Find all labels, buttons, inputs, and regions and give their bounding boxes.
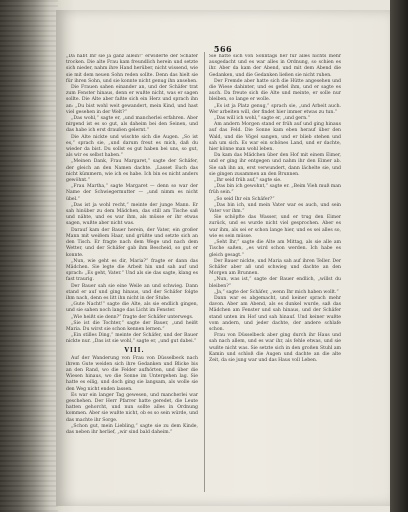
paragraph: „Ja,“ sagte der Schäfer, „wenn Ihr mich haben wollt.“ [214, 289, 339, 295]
paragraph: Die Alte nickte und wischte sich die Augen. „So ist es,“ sprach sie, „und darum freut es mich, daß du wieder da bist. Du sollst es gut haben bei uns, so gut, als wir es selbst haben.“ [66, 134, 198, 159]
paragraph: Der Bauer nickte, und Maria sah auf ihren Teller. Der Schäfer aber aß und schwieg und dachte an den Morgen am Brunnen. [209, 258, 341, 277]
paragraph: „Schon gut, mein Liebling,“ sagte sie zu dem Kinde, das neben ihr herlief, „wir sind bald daheim.“ [66, 423, 198, 435]
paragraph: „Da habt Ihr sie ja ganz allein!“ erwiderte der Schäfer trocken. Die alte Frau kam freundlich herein und setzte sich nieder, nahm ihre Hand herüber, nicht wissend, wie sie mit dem neuen Sohn reden sollte. Denn das hielt sie für ihren Sohn, und sie konnte nicht genug ihn ansehen. [66, 54, 198, 84]
paragraph: „Wie heißt sie denn?“ fragte der Schäfer unterwegs. [71, 314, 194, 320]
paragraph: „Sie ist die Tochter,“ sagte der Bauer, „und heißt Maria. Du wirst sie schon kennen lernen.“ [66, 320, 198, 332]
paragraph: Der Fremde aber hatte sich die Hütte angesehen und die Wiese dahinter, und es gefiel ihm, und er sagte es auch. Da freute sich die Alte und meinte, er solle nur bleiben, so lange er wolle. [209, 78, 341, 103]
paragraph: „Das wohl,“ sagte er, „und mancherlei erfahren. Aber nirgend ist es so gut, als daheim bei den Seinen, und das habe ich erst draußen gelernt.“ [66, 116, 198, 134]
page-number: 566 [213, 44, 233, 54]
paragraph: „Das ist ja wohl recht,“ meinte der junge Mann. Er sah hinüber zu dem Mädchen, das still am Tische saß und nähte, und es war ihm, als müsse er ihr etwas sagen, wußte aber nicht was. [66, 202, 198, 227]
paragraph: „Es ist ja Platz genug,“ sprach sie, „und Arbeit auch. Wer arbeiten will, der findet hier immer etwas zu tun.“ [209, 103, 341, 115]
paragraph: Am andern Morgen stand er früh auf und ging hinaus auf das Feld. Die Sonne kam eben herauf über den Wald, und die Vögel sangen, und er blieb stehen und sah um sich. Es war ein schönes Land, und er dachte, hier könne man wohl leben. [209, 122, 341, 153]
paragraph: Frau von Düsselbeck aber ging durch ihr Haus und sah nach allem, und es war ihr, als fehle etwas, und sie wußte nicht was. Sie setzte sich in den großen Stuhl am Kamin und schloß die Augen und dachte an die alte Zeit, da sie jung war und das Haus voll Leben. [209, 333, 341, 363]
paragraph: „Ein stilles Ding,“ meinte der Schäfer, und der Bauer nickte nur. „Das ist sie wohl,“ sagte er, „und gut dabei.“ [66, 333, 198, 345]
left-page-edge [0, 0, 58, 512]
right-page-shadow [390, 0, 408, 512]
paragraph: „Gute Nacht!“ sagte die Alte, als sie endlich gingen, und sie sahen noch lange das Licht im Fenster. [66, 302, 198, 314]
column-divider [204, 52, 205, 492]
paragraph: Auf der Wanderung von Frau von Düsselbeck nach ihrem Gute weiden sich ihre Gedanken und Blicke bis an den Rand, wo die Felder aufhörten, und über die Wiesen hinaus, wo die Sonne im Untergehen lag. Sie hatte es eilig, und doch ging sie langsam, als wolle sie den Weg nicht enden lassen. [66, 355, 198, 392]
paragraph: „Das bin ich gewohnt,“ sagte er. „Beim Vieh muß man früh sein.“ [209, 184, 341, 196]
paragraph: Die Frauen sahen einander an, und der Schäfer trat zum Fenster hinaus, denn er wußte nicht, was er sagen sollte. Die Alte aber faßte sich ein Herz und sprach ihn an: „Du bist wohl weit gewandert, mein Kind, und hast viel gesehen in der Welt?“ [66, 85, 198, 115]
paragraph: „Das will ich wohl,“ sagte er, „und gern.“ [214, 116, 310, 122]
paragraph: Dann war es abgemacht, und keiner sprach mehr davon. Aber am Abend, als es dunkel wurde, saß das Mädchen am Fenster und sah hinaus, und der Schäfer stand unten im Hof und sah hinauf. Und keiner wußte vom andern, und jeder dachte, der andere schlafe schon. [209, 295, 341, 332]
paragraph: „Seht Ihr,“ sagte die Alte am Mittag, als sie alle am Tische saßen, „es wird schon werden. Ich habe es gleich gesagt.“ [209, 240, 341, 258]
paragraph: Darauf kam der Bauer herein, der Vater, ein großer Mann mit weißem Haar, und grüßte und setzte sich an den Tisch. Er fragte nach dem Wege und nach dem Wetter, und der Schäfer gab ihm Bescheid, so gut er konnte. [66, 227, 198, 258]
paragraph: „Nun, was ist,“ sagte der Bauer endlich, „willst du bleiben?“ [209, 277, 341, 289]
paragraph: Da kam das Mädchen über den Hof mit einem Eimer, und er ging ihr entgegen und nahm ihr den Eimer ab. Sie sah ihn an, erst verwundert, dann lächelte sie, und sie gingen zusammen an den Brunnen. [209, 153, 341, 177]
left-column [66, 54, 198, 494]
paragraph: „Ihr seid früh auf,“ sagte sie. [214, 178, 282, 184]
paragraph: „Das bin ich, und mein Vater war es auch, und sein Vater vor ihm.“ [209, 202, 341, 215]
right-column [209, 54, 341, 494]
paragraph: Sie schöpfte das Wasser, und er trug den Eimer zurück, und es wurde nicht viel gesprochen. Aber es war ihm, als sei er schon lange hier, und es sei alles so, wie es sein müsse. [209, 215, 341, 239]
paragraph: „Meinen Dank, Frau Margaret,“ sagte der Schäfer, der gleich an den Namen dachte. „Lasset Euch das nicht kümmern, wie ich es habe. Ich bin es nicht anders gewöhnt.“ [66, 159, 198, 184]
paragraph: „Frau Martha,“ sagte Margaret — denn so war der Name der Schwiegermutter — „und nimm es nicht übel.“ [66, 184, 198, 202]
book-page [56, 10, 390, 506]
paragraph: „So seid Ihr ein Schäfer?“ [214, 196, 275, 202]
chapter-heading: VIII. [124, 346, 145, 354]
paragraph: „Nun, wie geht es dir, Maria?“ fragte er dann das Mädchen. Sie legte die Arbeit hin und sah auf und sprach: „Es geht, Vater.“ Und als sie das sagte, klang es fast traurig. [66, 258, 198, 283]
paragraph: Sie hatte sich von Sonntags her für alles nichts mehr ausgedacht und es war alles in Ordnung, so schien es ihr. Aber da kam der Abend, und mit dem Abend die Gedanken, und die Gedanken ließen sie nicht ruhen. [209, 54, 341, 78]
paragraph: Der Bauer sah sie eine Weile an und schwieg. Dann stand er auf und ging hinaus, und der Schäfer folgte ihm nach, denn es litt ihn nicht in der Stube. [66, 283, 198, 301]
paragraph: Es war ein langer Tag gewesen, und mancherlei war geschehen. Der Herr Pfarrer hatte geredet, die Leute hatten gehorcht, und nun sollte alles in Ordnung kommen. Aber sie wußte nicht, ob es so sein würde, und das machte ihr Sorge. [66, 392, 198, 423]
